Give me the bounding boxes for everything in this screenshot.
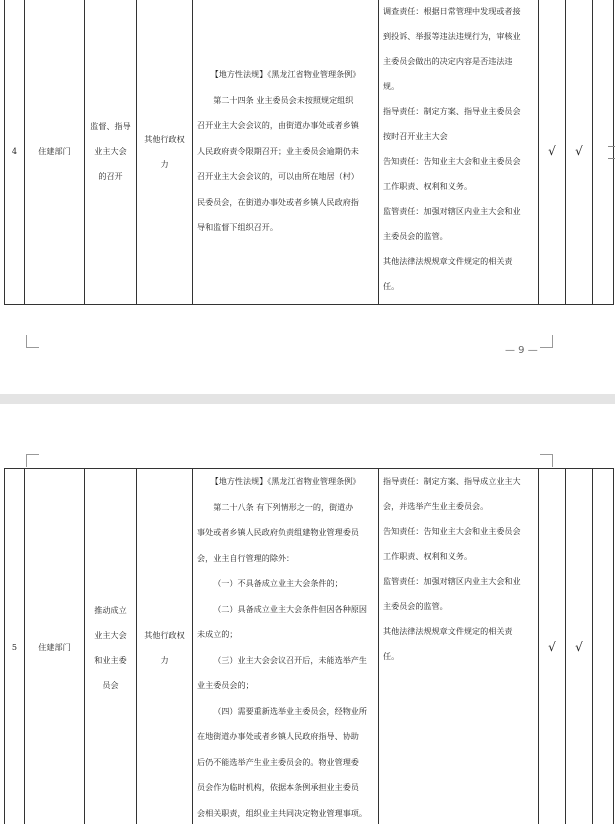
table-row (5, 0, 614, 305)
blank-cell (593, 469, 614, 824)
crop-mark (540, 454, 553, 467)
law-title: 【地方性法规】《黑龙江省物业管理条例》 (210, 69, 361, 80)
blank-cell (593, 0, 614, 305)
document-page-10 (0, 404, 615, 824)
check-mark-cell: √ (566, 469, 593, 824)
category-cell: 其他行政权 力 (137, 0, 193, 305)
row-number: 5 (5, 469, 25, 824)
margin-mark (608, 146, 615, 147)
check-mark-cell: √ (566, 0, 593, 305)
page-number: — 9 — (505, 345, 538, 356)
power-list-table (4, 0, 614, 305)
item-cell: 推动成立 业主大会 和业主委 员会 (85, 469, 137, 824)
page-separator (0, 394, 615, 404)
power-list-table (4, 468, 614, 824)
crop-mark (26, 454, 39, 467)
department-cell: 住建部门 (25, 0, 85, 305)
table-row (5, 469, 614, 824)
legal-basis-cell: 【地方性法规】《黑龙江省物业管理条例》 第二十四条 业主委员会未按照规定组织 召开业主大会会议的，由街道办事处或者乡镇 人民政府责令限期召开；业主委员会逾期仍未 召开业主大会会议的，可以由所在地居（村） 民委员会，在街道办事处或者乡镇人民政府指 导和监督下组织召开。 (193, 0, 379, 305)
item-cell: 监督、指导 业主大会 的召开 (85, 0, 137, 305)
legal-basis-cell: 【地方性法规】《黑龙江省物业管理条例》 第二十八条 有下列情形之一的，街道办 事处或者乡镇人民政府负责组建物业管理委员 会，业主自行管理的除外： （一）不具备成立业主大会条件的； （二）具备成立业主大会条件但因各种原因 未成立的； （三）业主大会会议召开后，未能选举产生 业主委员会的； （四）需要重新选举业主委员会，经物业所 在地街道办事处或者乡镇人民政府指导、协助 后仍不能选举产生业主委员会的。物业管理委 员会作为临时机构，依据本条例承担业主委员 会相关职责，组织业主共同决定物业管理事项。 (193, 469, 379, 824)
responsibility-cell: 调查责任：根据日常管理中发现或者接 到投诉、举报等违法违规行为，审核业 主委员会做出的决定内容是否违法违 规。 指导责任：制定方案、指导业主委员会 按时召开业主大会 告知责任：告知业主大会和业主委员会 工作职责、权利和义务。 监管责任：加强对辖区内业主大会和业 主委员会的监管。 其他法律法规规章文件规定的相关责 任。 (379, 0, 539, 305)
check-mark-cell: √ (539, 0, 566, 305)
responsibility-cell: 指导责任：制定方案、指导成立业主大 会，并选举产生业主委员会。 告知责任：告知业主大会和业主委员会 工作职责、权利和义务。 监管责任：加强对辖区内业主大会和业 主委员会的监管。 其他法律法规规章文件规定的相关责 任。 (379, 469, 539, 824)
check-mark-cell: √ (539, 469, 566, 824)
crop-mark (540, 335, 553, 348)
crop-mark (26, 335, 39, 348)
row-number: 4 (5, 0, 25, 305)
margin-mark (608, 158, 615, 159)
law-title: 【地方性法规】《黑龙江省物业管理条例》 (210, 476, 361, 486)
department-cell: 住建部门 (25, 469, 85, 824)
document-page-9 (0, 0, 615, 394)
category-cell: 其他行政权 力 (137, 469, 193, 824)
